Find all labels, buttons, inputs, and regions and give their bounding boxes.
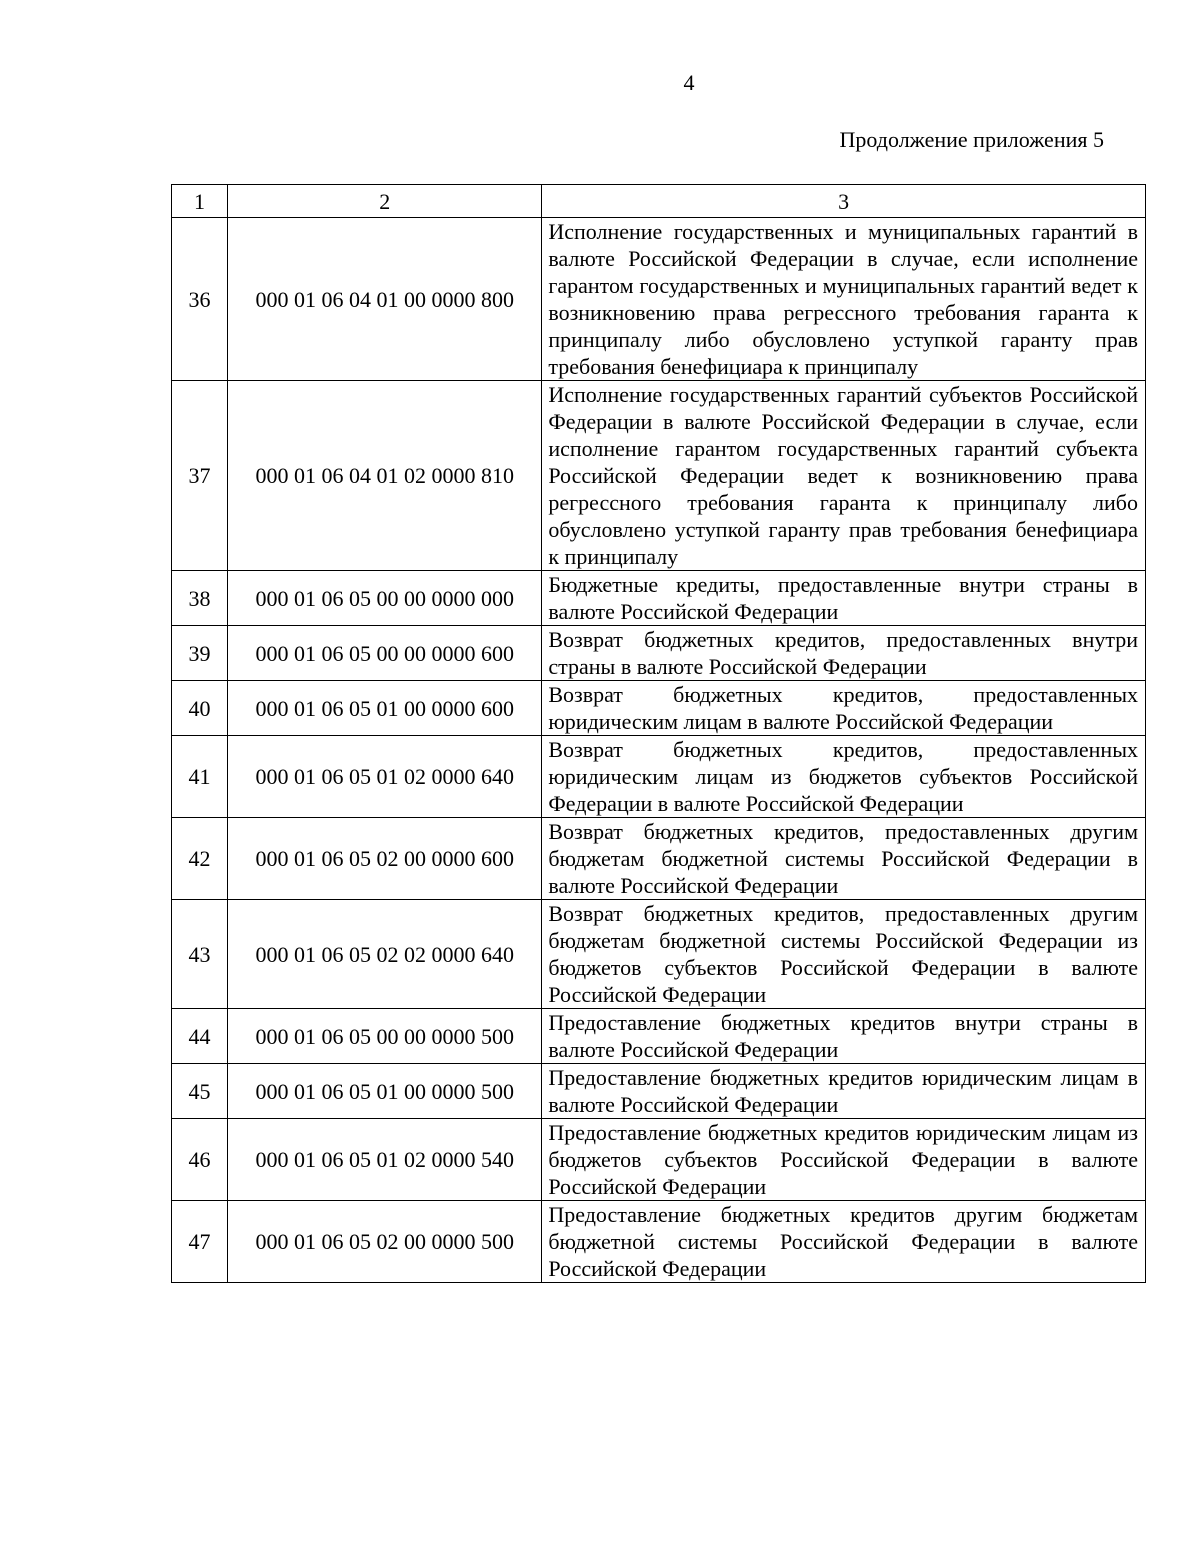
budget-code: 000 01 06 05 01 00 0000 500 [228,1064,542,1119]
row-description: Предоставление бюджетных кредитов внутри страны в валюте Российской Федерации [542,1009,1146,1064]
header-col-3: 3 [542,185,1146,218]
table-row [172,218,1146,381]
codes-table [171,184,1146,1283]
page-number: 4 [683,70,695,95]
row-description: Исполнение государственных гарантий субъектов Российской Федерации в валюте Российской Федерации в случае, если исполнение гарантом государственных гарантий субъекта Российской Федерации ведет к возникновению права регрессного требования гаранта к принципалу либо обусловлено уступкой гаранту прав требования бенефициара к принципалу [542,381,1146,571]
row-description: Возврат бюджетных кредитов, предоставленных юридическим лицам в валюте Российской Федерации [542,681,1146,736]
budget-code: 000 01 06 05 02 02 0000 640 [228,900,542,1009]
row-number: 39 [172,626,228,681]
row-number: 36 [172,218,228,381]
table-row [172,1201,1146,1283]
row-number: 45 [172,1064,228,1119]
appendix-subtitle: Продолжение приложения 5 [839,127,1104,152]
row-description: Возврат бюджетных кредитов, предоставленных внутри страны в валюте Российской Федерации [542,626,1146,681]
header-col-1: 1 [172,185,228,218]
table-row [172,900,1146,1009]
row-number: 40 [172,681,228,736]
row-number: 41 [172,736,228,818]
row-description: Предоставление бюджетных кредитов юридическим лицам из бюджетов субъектов Российской Федерации в валюте Российской Федерации [542,1119,1146,1201]
row-description: Исполнение государственных и муниципальных гарантий в валюте Российской Федерации в случае, если исполнение гарантом государственных и муниципальных гарантий ведет к возникновению права регрессного требования гаранта к принципалу либо обусловлено уступкой гаранту прав требования бенефициара к принципалу [542,218,1146,381]
budget-code: 000 01 06 04 01 00 0000 800 [228,218,542,381]
table-row [172,818,1146,900]
row-description: Возврат бюджетных кредитов, предоставленных другим бюджетам бюджетной системы Российской Федерации из бюджетов субъектов Российской Федерации в валюте Российской Федерации [542,900,1146,1009]
table-row [172,626,1146,681]
row-number: 42 [172,818,228,900]
budget-code: 000 01 06 05 01 02 0000 540 [228,1119,542,1201]
budget-code: 000 01 06 05 02 00 0000 500 [228,1201,542,1283]
table-row [172,571,1146,626]
row-number: 43 [172,900,228,1009]
budget-code: 000 01 06 05 00 00 0000 000 [228,571,542,626]
row-description: Возврат бюджетных кредитов, предоставленных юридическим лицам из бюджетов субъектов Российской Федерации в валюте Российской Федерации [542,736,1146,818]
row-number: 47 [172,1201,228,1283]
table-row [172,381,1146,571]
table-row [172,736,1146,818]
table-header-row [172,185,1146,218]
row-description: Бюджетные кредиты, предоставленные внутри страны в валюте Российской Федерации [542,571,1146,626]
row-description: Возврат бюджетных кредитов, предоставленных другим бюджетам бюджетной системы Российской Федерации в валюте Российской Федерации [542,818,1146,900]
table-row [172,1009,1146,1064]
row-description: Предоставление бюджетных кредитов другим бюджетам бюджетной системы Российской Федерации в валюте Российской Федерации [542,1201,1146,1283]
table-row [172,1064,1146,1119]
budget-code: 000 01 06 05 00 00 0000 600 [228,626,542,681]
table-row [172,681,1146,736]
row-number: 44 [172,1009,228,1064]
header-col-2: 2 [228,185,542,218]
row-number: 46 [172,1119,228,1201]
table-row [172,1119,1146,1201]
budget-code: 000 01 06 05 01 02 0000 640 [228,736,542,818]
budget-code: 000 01 06 05 00 00 0000 500 [228,1009,542,1064]
budget-code: 000 01 06 04 01 02 0000 810 [228,381,542,571]
row-number: 37 [172,381,228,571]
budget-code: 000 01 06 05 02 00 0000 600 [228,818,542,900]
row-number: 38 [172,571,228,626]
row-description: Предоставление бюджетных кредитов юридическим лицам в валюте Российской Федерации [542,1064,1146,1119]
budget-code: 000 01 06 05 01 00 0000 600 [228,681,542,736]
